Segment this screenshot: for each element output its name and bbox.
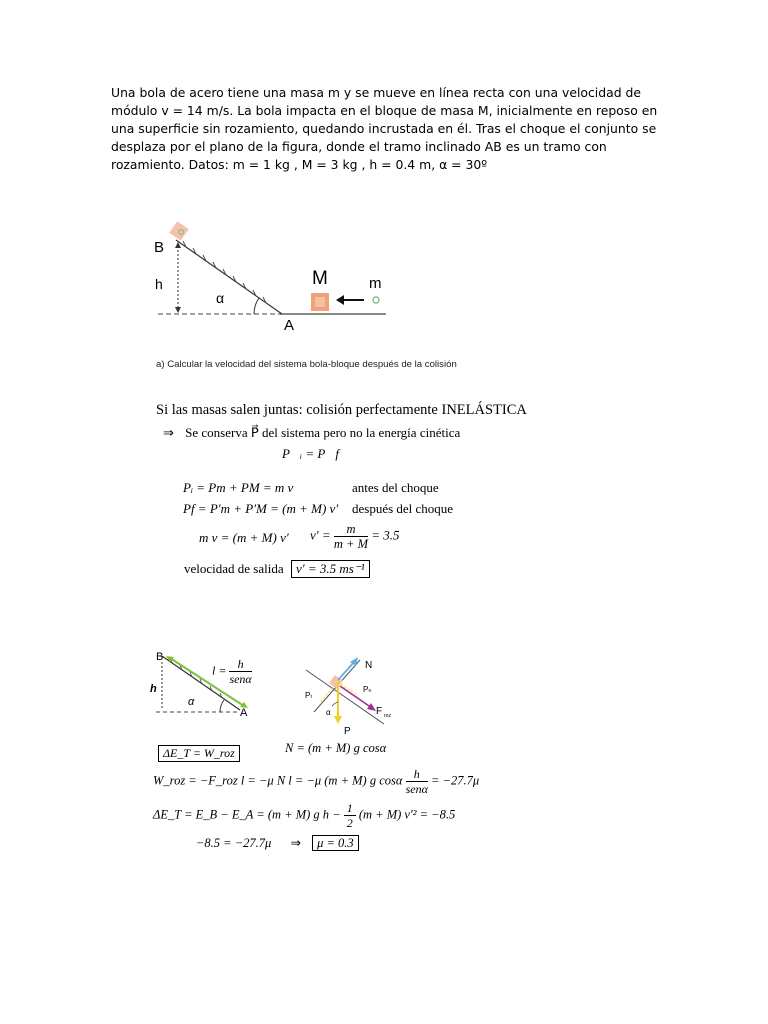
frac-h: h — [229, 657, 251, 672]
frac-den: m + M — [333, 537, 369, 551]
label-alpha: α — [216, 290, 225, 306]
friction-head — [367, 703, 376, 711]
delta-lhs: ΔE_T = E_B − E_A = (m + M) g h − — [153, 807, 341, 822]
exit-velocity-result: v′ = 3.5 ms⁻¹ — [291, 560, 370, 578]
label-N: N — [365, 660, 373, 671]
solution-title: Si las masas salen juntas: colisión perfectamente INELÁSTICA — [156, 402, 527, 418]
eq-momentum: P⃗ᵢ = P⃗f — [282, 446, 340, 461]
final-eq-line — [196, 835, 359, 851]
frac-senalpha: senα — [229, 672, 252, 686]
final-eq: −8.5 = −27.7μ — [196, 836, 272, 850]
label-P: P — [344, 726, 351, 736]
work-eq — [153, 767, 479, 796]
weight-head — [334, 716, 342, 724]
label-alpha-3: α — [326, 708, 331, 717]
label-m: m — [369, 275, 382, 292]
delta-energy-eq — [153, 801, 455, 830]
exit-velocity-label: velocidad de salida — [184, 561, 284, 576]
label-M: M — [312, 268, 328, 289]
label-B-2: B — [156, 651, 164, 663]
question-a: a) Calcular la velocidad del sistema bola-bloque después de la colisión — [156, 359, 457, 370]
work-frac-num: h — [406, 767, 428, 782]
label-A: A — [284, 317, 295, 333]
eq-v-prime — [310, 522, 400, 551]
figure-incline-collision — [150, 218, 390, 333]
delta-rhs: (m + M) v′² = −8.5 — [358, 807, 456, 822]
figure-force-diagram — [300, 652, 400, 736]
block-M-inner — [315, 297, 325, 307]
eq-pi: Pᵢ = Pm + PM = m v — [183, 480, 294, 495]
problem-statement: Una bola de acero tiene una masa m y se mueve en línea recta con una velocidad de módulo v = 14 m/s. La bola impacta en el bloque de masa M, inicialmente en reposo en una superficie sin rozamiento, quedando incrustada en él. Tras el choque el conjunto se desplaza por el plano de la figura, donde el tramo inclinado AB es un tramo con rozamiento. Datos: m = 1 kg , M = 3 kg , h = 0.4 m, α = 30º — [111, 85, 658, 172]
half-fraction — [344, 801, 356, 830]
label-Pt: Pₜ — [305, 691, 313, 700]
height-arrow-head-bottom — [175, 307, 181, 313]
label-Pn: Pₙ — [363, 685, 372, 694]
eq-v-rhs: = 3.5 — [371, 527, 400, 543]
label-h: h — [155, 276, 163, 292]
eq-v-lhs: v′ = — [310, 527, 331, 543]
label-l: l = — [212, 663, 227, 678]
final-result: μ = 0.3 — [312, 835, 359, 851]
fraction-h-over-sen — [229, 657, 251, 686]
angle-arc — [254, 298, 259, 314]
eq-mv: m v = (m + M) v′ — [199, 530, 289, 545]
incline-line-3 — [306, 670, 384, 724]
half-num: 1 — [344, 801, 356, 816]
work-fraction — [406, 767, 428, 796]
length-formula — [212, 657, 252, 686]
final-arrow: ⇒ — [290, 836, 301, 850]
solution-conserve-line — [163, 425, 460, 441]
work-lhs: W_roz = −F_roz l = −μ N l = −μ (m + M) g cosα — [153, 773, 403, 788]
label-B: B — [154, 239, 165, 256]
half-den: 2 — [346, 816, 353, 830]
fraction-m-over-mM — [334, 522, 368, 551]
frac-num: m — [334, 522, 368, 537]
velocity-arrow-head — [336, 295, 344, 305]
label-F: F — [376, 706, 383, 717]
work-rhs: = −27.7μ — [431, 773, 480, 788]
note-pf: después del choque — [352, 501, 454, 516]
ball-m — [373, 297, 379, 303]
pt-component — [320, 682, 338, 702]
angle-arc-2 — [220, 700, 224, 712]
work-frac-den: senα — [405, 782, 428, 796]
note-pi: antes del choque — [352, 480, 439, 495]
implies-arrow: ⇒ — [163, 425, 174, 440]
label-h-2: h — [150, 683, 157, 695]
boxed-energy-work: ΔE_T = W_roz — [158, 745, 240, 762]
label-alpha-2: α — [188, 696, 195, 708]
conserve-text: Se conserva P⃗ del sistema pero no la energía cinética — [185, 425, 461, 440]
normal-force-eq: N = (m + M) g cosα — [285, 741, 387, 755]
eq-pf: Pf = P′m + P′M = (m + M) v′ — [183, 501, 339, 516]
label-F-sub: roz — [384, 713, 391, 719]
label-A-2: A — [240, 707, 248, 719]
